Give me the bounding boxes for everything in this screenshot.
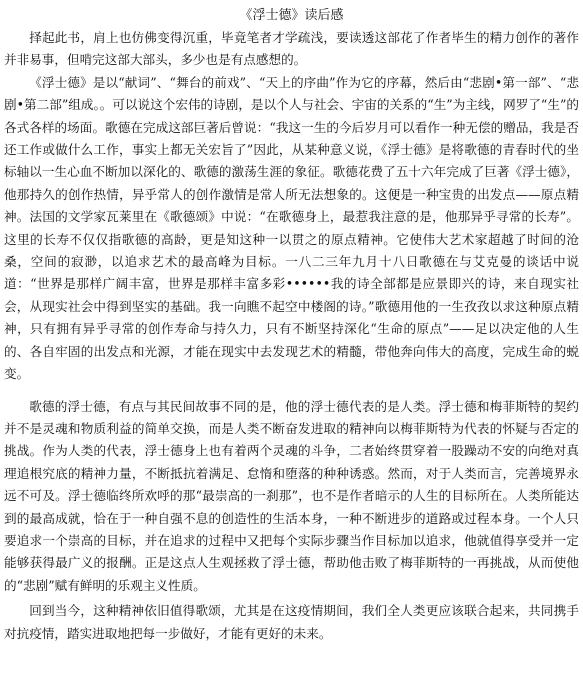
paragraph-faust-humanity: 歌德的浮士德，有点与其民间故事不同的是，他的浮士德代表的是人类。浮士德和梅菲斯特的契约并不是灵魂和物质利益的简单交换，而是人类不断奋发进取的精神向以梅菲斯特为代表的怀疑与否定的挑战。作为人类的代表，浮士德身上也有着两个灵魂的斗争，二者始终贯穿着一股躁动不安的向绝对真理追根究底的精神力量，不断抵抗着满足、怠惰和堕落的种种诱惑。然而，对于人类而言，完善境界永远不可及。浮士德临终所欢呼的那“最崇高的一刹那”，也不是作者暗示的人生的目标所在。人类所能达到的最高成就，恰在于一种自强不息的创造性的生活本身，一种不断进步的道路或过程本身。一个人只要追求一个崇高的目标，并在追求的过程中又把每个实际步骤当作目标加以追求，他就值得享受并一定能够获得最广义的报酬。正是这点人生观拯救了浮士德，帮助他击败了梅菲斯特的一再挑战，从而使他的“悲剧”赋有鲜明的乐观主义性质。 — [4, 398, 579, 593]
paragraph-conclusion: 回到当今，这种精神依旧值得歌颂，尤其是在这疫情期间，我们全人类更应该联合起来，共同携手对抗疫情，踏实进取地把每一步做好，才能有更好的未来。 — [4, 603, 579, 641]
essay-title: 《浮士德》读后感 — [239, 8, 344, 23]
essay-document — [4, 6, 579, 645]
paragraph-intro: 择起此书，肩上也仿佛变得沉重，毕竟笔者才学疏浅，要读透这部花了作者毕生的精力创作的著作并非易事，但啃完这部大部头，多少也是有点感想的。 — [4, 30, 579, 68]
paragraph-goethe-spirit: 《浮士德》是以“献词”、“舞台的前戏”、“天上的序曲”作为它的序幕，然后由“悲剧•第一部”、“悲剧•第二部”组成。。可以说这个宏伟的诗剧，是以个人与社会、宇宙的关系的“生”为主线，网罗了“生”的各式各样的场面。歌德在完成这部巨著后曾说：“我这一生的今后岁月可以看作一种无偿的赠品，我是否还工作或做什么工作，事实上都无关宏旨了”因此，从某种意义说，《浮士德》是将歌德的青春时代的坐标轴以一生心血不断加以深化的、歌德的激荡生涯的象征。歌德花费了五十六年完成了巨著《浮士德》，他那持久的创作热情，异乎常人的创作激情是常人所无法想象的。这便是一种宝贵的出发点——原点精神。法国的文学家瓦莱里在《歌德颂》中说：“在歌德身上，最惹我注意的是，他那异乎寻常的长寿”。这里的长寿不仅仅指歌德的高龄，更是知这种一以贯之的原点精神。它使伟大艺术家超越了时间的沧桑，空间的寂渺，以追求艺术的最高峰为目标。一八二三年九月十八日歌德在与艾克曼的谈话中说道：“世界是那样广阔丰富，世界是那样丰富多彩••••••我的诗全部都是应景即兴的诗，来自现实社会，从现实社会中得到坚实的基础。我一向瞧不起空中楼阁的诗。”歌德用他的一生孜孜以求这种原点精神，只有拥有异乎寻常的创作寿命与持久力，只有不断坚持深化“生命的原点”——足以决定他的人生的、各自牢固的出发点和光源，才能在现实中去发现艺术的精髓，带他奔向伟大的高度，完成生命的蜕变。 — [4, 74, 579, 382]
